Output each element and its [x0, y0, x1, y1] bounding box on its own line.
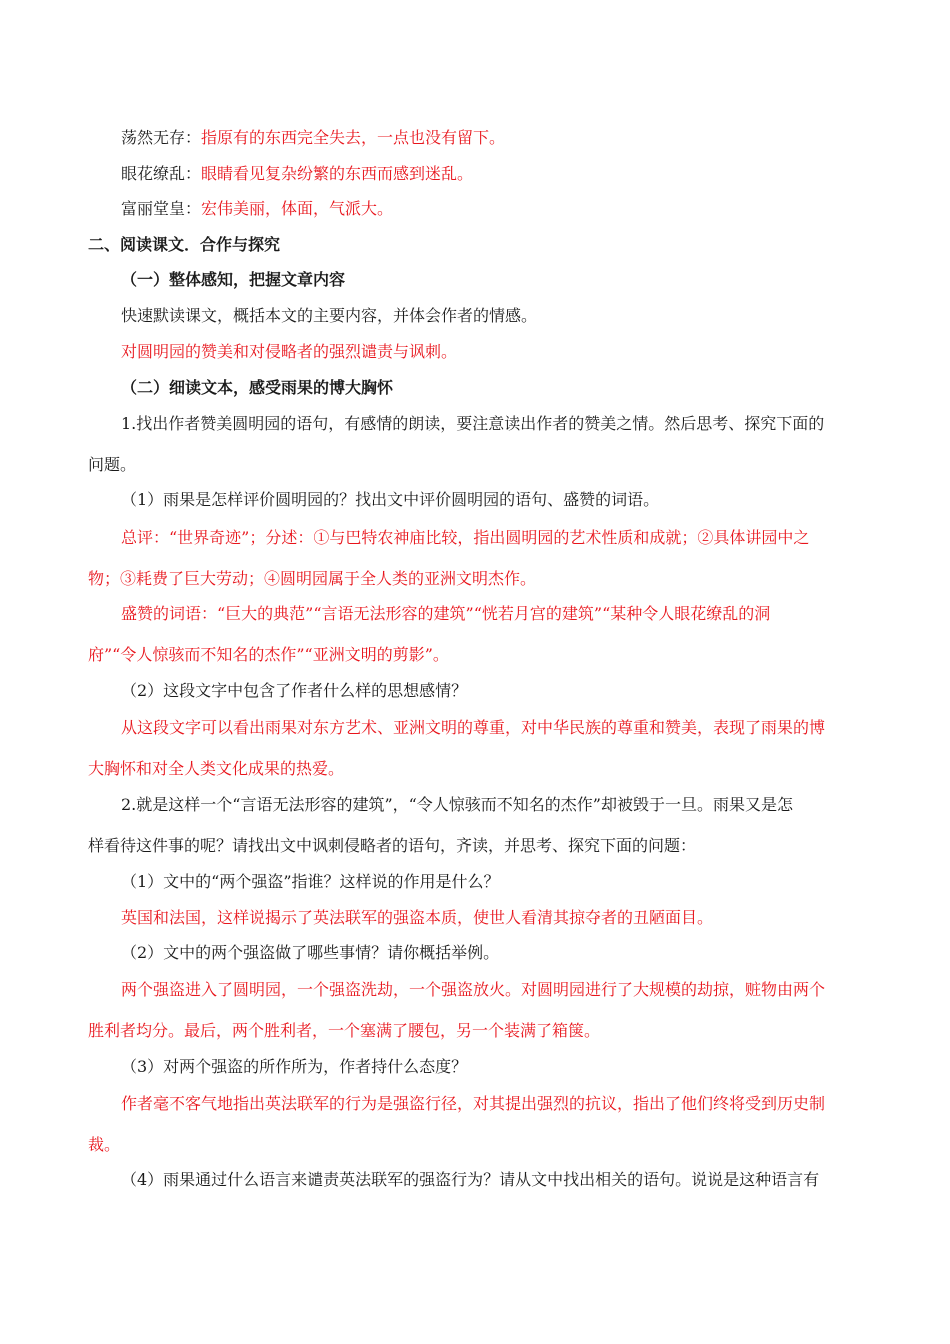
- question-1-sub-2: （2）这段文字中包含了作者什么样的思想感情？: [121, 681, 468, 700]
- vocab-meaning: 眼睛看见复杂纷繁的东西而感到迷乱。: [201, 164, 474, 183]
- question-1-line-1: 1.找出作者赞美圆明园的语句，有感情的朗读，要注意读出作者的赞美之情。然后思考、探究下面的: [121, 414, 825, 433]
- answer-text: 府”“令人惊骇而不知名的杰作”“亚洲文明的剪影”。: [88, 645, 449, 664]
- question-2-line-2: 样看待这件事的呢？请找出文中讽刺侵略者的语句，齐读，并思考、探究下面的问题：: [88, 836, 697, 855]
- question-1-line-2: 问题。: [88, 455, 137, 474]
- question-2-sub-3: （3）对两个强盗的所作所为，作者持什么态度？: [121, 1057, 468, 1076]
- subsection-heading-2: （二）细读文本，感受雨果的博大胸怀: [121, 378, 394, 397]
- answer-text: 总评：“世界奇迹”；分述：①与巴特农神庙比较，指出圆明园的艺术性质和成就；②具体讲园中之: [121, 528, 810, 547]
- task-prompt: 快速默读课文，概括本文的主要内容，并体会作者的情感。: [121, 306, 538, 325]
- answer-text: 两个强盗进入了圆明园，一个强盗洗劫，一个强盗放火。对圆明园进行了大规模的劫掠，赃物由两个: [121, 980, 826, 999]
- answer-text: 从这段文字可以看出雨果对东方艺术、亚洲文明的尊重，对中华民族的尊重和赞美，表现了雨果的博: [121, 718, 826, 737]
- question-1-sub-1: （1）雨果是怎样评价圆明园的？找出文中评价圆明园的语句、盛赞的词语。: [121, 490, 660, 509]
- question-2-sub-4: （4）雨果通过什么语言来谴责英法联军的强盗行为？请从文中找出相关的语句。说说是这种语言有: [121, 1170, 820, 1189]
- answer-text: 作者毫不客气地指出英法联军的行为是强盗行径，对其提出强烈的抗议，指出了他们终将受到历史制: [121, 1094, 826, 1113]
- vocab-term: 荡然无存：: [121, 128, 202, 147]
- vocab-meaning: 指原有的东西完全失去，一点也没有留下。: [201, 128, 506, 147]
- vocab-entry-3: [121, 198, 393, 220]
- answer-text: 盛赞的词语：“巨大的典范”“言语无法形容的建筑”“恍若月宫的建筑”“某种令人眼花缭乱的洞: [121, 604, 771, 623]
- question-2-sub-2: （2）文中的两个强盗做了哪些事情？请你概括举例。: [121, 943, 500, 962]
- section-heading: 二、阅读课文．合作与探究: [88, 235, 281, 254]
- answer-text: 大胸怀和对全人类文化成果的热爱。: [88, 759, 345, 778]
- question-2-line-1: 2.就是这样一个“言语无法形容的建筑”，“令人惊骇而不知名的杰作”却被毁于一旦。雨果又是怎: [121, 795, 793, 814]
- vocab-entry-2: [121, 163, 473, 185]
- answer-text: 胜利者均分。最后，两个胜利者，一个塞满了腰包，另一个装满了箱箧。: [88, 1021, 601, 1040]
- answer-text: 物；③耗费了巨大劳动；④圆明园属于全人类的亚洲文明杰作。: [88, 569, 537, 588]
- subsection-heading-1: （一）整体感知，把握文章内容: [121, 270, 346, 289]
- answer-text: 英国和法国，这样说揭示了英法联军的强盗本质，使世人看清其掠夺者的丑陋面目。: [121, 908, 714, 927]
- answer-text: 对圆明园的赞美和对侵略者的强烈谴责与讽刺。: [121, 342, 458, 361]
- answer-text: 裁。: [88, 1135, 121, 1154]
- vocab-term: 眼花缭乱：: [121, 164, 202, 183]
- vocab-entry-1: [121, 127, 505, 149]
- vocab-meaning: 宏伟美丽，体面，气派大。: [201, 199, 394, 218]
- question-2-sub-1: （1）文中的“两个强盗”指谁？这样说的作用是什么？: [121, 872, 500, 891]
- vocab-term: 富丽堂皇：: [121, 199, 202, 218]
